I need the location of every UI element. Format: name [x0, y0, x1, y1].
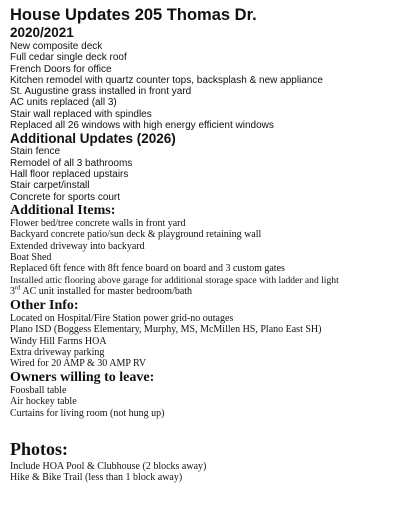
section-heading-photos: Photos:: [10, 438, 68, 459]
list-item: Replaced 6ft fence with 8ft fence board on board and 3 custom gates: [10, 263, 285, 275]
list-item: Wired for 20 AMP & 30 AMP RV: [10, 358, 147, 370]
section-list-photos: [10, 461, 400, 484]
ordinal-suffix: rd: [15, 284, 21, 292]
document-title: House Updates 205 Thomas Dr.: [10, 6, 257, 24]
list-item: Located on Hospital/Fire Station power grid-no outages: [10, 312, 234, 324]
list-item: Full cedar single deck roof: [10, 52, 127, 64]
list-item: Concrete for sports court: [10, 191, 121, 203]
list-item: Windy Hill Farms HOA: [10, 335, 107, 347]
list-item: Replaced all 26 windows with high energy efficient windows: [10, 120, 274, 132]
list-item: Backyard concrete patio/sun deck & playground retaining wall: [10, 229, 262, 241]
list-item: French Doors for office: [10, 63, 112, 75]
list-item: Curtains for living room (not hung up): [10, 407, 165, 419]
list-item: Stain fence: [10, 146, 61, 158]
list-item: AC units replaced (all 3): [10, 97, 117, 109]
list-item: Flower bed/tree concrete walls in front yard: [10, 217, 186, 229]
list-item: Stair wall replaced with spindles: [10, 108, 152, 120]
list-item: Extended driveway into backyard: [10, 240, 145, 252]
list-item: Hall floor replaced upstairs: [10, 168, 129, 180]
spacer: [10, 419, 400, 439]
section-heading-2020-2021: 2020/2021: [10, 25, 74, 40]
list-item: Plano ISD (Boggess Elementary, Murphy, MS, McMillen HS, Plano East SH): [10, 324, 322, 336]
list-item: Installed attic flooring above garage for additional storage space with ladder and light: [10, 274, 339, 286]
list-item: Foosball table: [10, 384, 67, 396]
list-item: Stair carpet/install: [10, 180, 90, 192]
section-list-additional-items: [10, 218, 400, 298]
list-item-text: AC unit installed for master bedroom/bath: [20, 286, 193, 298]
section-list-2020-2021: [10, 41, 400, 131]
list-item: Boat Shed: [10, 252, 52, 264]
list-item: Remodel of all 3 bathrooms: [10, 157, 133, 169]
list-item: Air hockey table: [10, 396, 77, 408]
section-heading-additional-items: Additional Items:: [10, 202, 116, 218]
list-item: Hike & Bike Trail (less than 1 block away): [10, 472, 183, 484]
list-item: Extra driveway parking: [10, 346, 105, 358]
section-list-additional-updates: [10, 146, 400, 202]
ordinal-number: 3: [10, 286, 15, 298]
list-item: Kitchen remodel with quartz counter tops, backsplash & new appliance: [10, 74, 323, 86]
section-list-other-info: [10, 313, 400, 370]
section-heading-additional-updates: Additional Updates (2026): [10, 131, 176, 147]
list-item: New composite deck: [10, 41, 103, 52]
list-item: Include HOA Pool & Clubhouse (2 blocks away): [10, 460, 207, 472]
section-heading-other-info: Other Info:: [10, 297, 79, 313]
section-heading-owners-willing-to-leave: Owners willing to leave:: [10, 369, 155, 385]
list-item: St. Augustine grass installed in front yard: [10, 86, 192, 98]
list-item: [10, 286, 400, 297]
section-list-owners-willing-to-leave: [10, 385, 400, 419]
